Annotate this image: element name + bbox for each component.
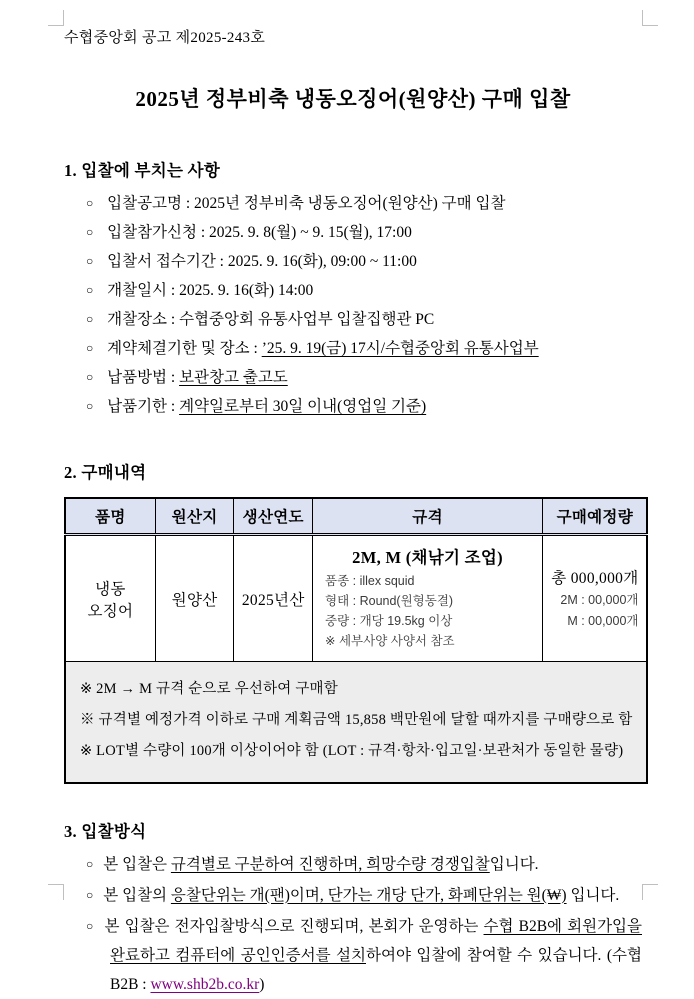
item-value: 2025. 9. 16(화) 14:00 [179, 282, 314, 299]
th-origin: 원산지 [155, 498, 234, 535]
list-item-opening-datetime [86, 276, 642, 305]
margin-corner-mark-top-right [642, 10, 658, 26]
circle-bullet-icon: ○ [86, 196, 94, 210]
circle-bullet-icon: ○ [86, 254, 94, 268]
table-data-row [65, 535, 647, 662]
section-2-heading: 2. 구매내역 [64, 463, 147, 482]
text-pre: 본 입찰은 전자입찰방식으로 진행되며, 본회가 운영하는 [104, 917, 484, 935]
item-label: 개찰일시 : [107, 282, 176, 299]
item-label: 개찰장소 : [107, 311, 176, 328]
th-specification: 규격 [313, 498, 543, 535]
list-item-delivery-deadline [86, 392, 642, 421]
spec-form: 형태 : Round(원형동결) [325, 594, 454, 608]
item-label: 입찰참가신청 : [107, 224, 206, 241]
cell-planned-quantity [543, 535, 648, 662]
th-planned-quantity: 구매예정량 [543, 498, 648, 535]
product-name-line1: 냉동 [95, 580, 126, 598]
list-item-delivery-method [86, 363, 642, 392]
list-item-bid-notice-name [86, 189, 642, 218]
quantity-m: M : 00,000개 [567, 613, 639, 628]
cell-production-year: 2025년산 [234, 535, 313, 662]
text-post: 입니다. [566, 886, 620, 904]
circle-bullet-icon: ○ [86, 283, 94, 297]
th-production-year: 생산연도 [234, 498, 313, 535]
spec-title: 2M, M (채낚기 조업) [352, 548, 503, 567]
cell-origin: 원양산 [155, 535, 234, 662]
text-pre: 본 입찰은 [103, 855, 171, 873]
item-label: 납품기한 : [107, 398, 176, 415]
item-value: 2025. 9. 8(월) ~ 9. 15(월), 17:00 [209, 224, 412, 241]
circle-bullet-icon: ○ [86, 370, 94, 384]
text-underlined: 규격별로 구분하여 진행하며, 희망수량 경쟁입찰 [170, 855, 490, 873]
item-value-underlined: 보관창고 출고도 [179, 369, 288, 386]
circle-bullet-icon: ○ [86, 312, 94, 326]
item-label: 납품방법 : [107, 369, 176, 386]
item-value: 2025년 정부비축 냉동오징어(원양산) 구매 입찰 [194, 195, 506, 212]
item-label: 입찰서 접수기간 : [107, 253, 224, 270]
cell-specification [313, 535, 543, 662]
text-post: 하여야 입찰에 참여할 수 있습니다. (수협 B2B : [110, 946, 642, 993]
document-content [64, 26, 642, 999]
note-budget: ※ 규격별 예정가격 이하로 구매 계획금액 15,858 백만원에 달할 때까지를 구매량으로 함 [80, 712, 633, 729]
list-item-contract-deadline [86, 334, 642, 363]
text-pre: 본 입찰의 [103, 886, 171, 904]
circle-bullet-icon: ○ [86, 399, 94, 413]
cell-product-name [65, 535, 155, 662]
bid-method-item-2 [64, 881, 642, 910]
item-label: 입찰공고명 : [107, 195, 191, 212]
bid-method-item-1 [64, 850, 642, 879]
spec-species: 품종 : illex squid [325, 574, 415, 588]
text-underlined: 응찰단위는 개(팬)이며, 단가는 개당 단가, 화폐단위는 원(₩) [170, 886, 567, 904]
circle-bullet-icon: ○ [86, 225, 94, 239]
quantity-2m: 2M : 00,000개 [560, 592, 639, 607]
item-value: 2025. 9. 16(화), 09:00 ~ 11:00 [227, 253, 417, 270]
document-title: 2025년 정부비축 냉동오징어(원양산) 구매 입찰 [135, 87, 571, 111]
item-label: 계약체결기한 및 장소 : [107, 340, 258, 357]
circle-bullet-icon: ○ [86, 887, 94, 902]
circle-bullet-icon: ○ [86, 918, 95, 933]
circle-bullet-icon: ○ [86, 856, 94, 871]
b2b-website-link[interactable]: www.shb2b.co.kr [150, 975, 260, 993]
bid-info-list [64, 189, 642, 421]
spec-reference-note: ※ 세부사양 사양서 참조 [325, 634, 455, 648]
spec-weight: 중량 : 개당 19.5kg 이상 [325, 614, 453, 628]
section-1-heading: 1. 입찰에 부치는 사항 [64, 161, 221, 180]
purchase-details-table [64, 497, 648, 784]
margin-corner-mark-top-left [48, 10, 64, 26]
circle-bullet-icon: ○ [86, 341, 94, 355]
list-item-submission-period [86, 247, 642, 276]
text-post-link: ) [259, 975, 265, 993]
list-item-participation-application [86, 218, 642, 247]
section-3-heading: 3. 입찰방식 [64, 821, 147, 841]
quantity-total: 총 000,000개 [551, 569, 639, 587]
item-value: 수협중앙회 유통사업부 입찰집행관 PC [179, 311, 435, 328]
product-name-line2: 오징어 [87, 602, 134, 620]
note-lot: ※ LOT별 수량이 100개 이상이어야 함 (LOT : 규격·항차·입고일·보관처가 동일한 물량) [80, 743, 624, 760]
notice-number: 수협중앙회 공고 제2025-243호 [64, 30, 266, 46]
item-value-underlined: 계약일로부터 30일 이내(영업일 기준) [179, 398, 427, 415]
bid-method-item-3 [64, 912, 642, 999]
text-post: 입니다. [489, 855, 539, 873]
list-item-opening-place [86, 305, 642, 334]
margin-corner-mark-bottom-left [48, 884, 64, 900]
text-underlined: 수협 B2B에 회원가입을 완료하고 컴퓨터에 공인인증서를 설치 [110, 917, 642, 964]
item-value-underlined: ’25. 9. 19(금) 17시/수협중앙회 유통사업부 [261, 340, 539, 357]
table-notes-row [65, 662, 647, 783]
table-header-row [65, 498, 647, 535]
cell-notes [65, 662, 647, 783]
note-priority: ※ 2M → M 규격 순으로 우선하여 구매함 [80, 681, 338, 697]
th-product-name: 품명 [65, 498, 155, 535]
margin-corner-mark-bottom-right [642, 884, 658, 900]
